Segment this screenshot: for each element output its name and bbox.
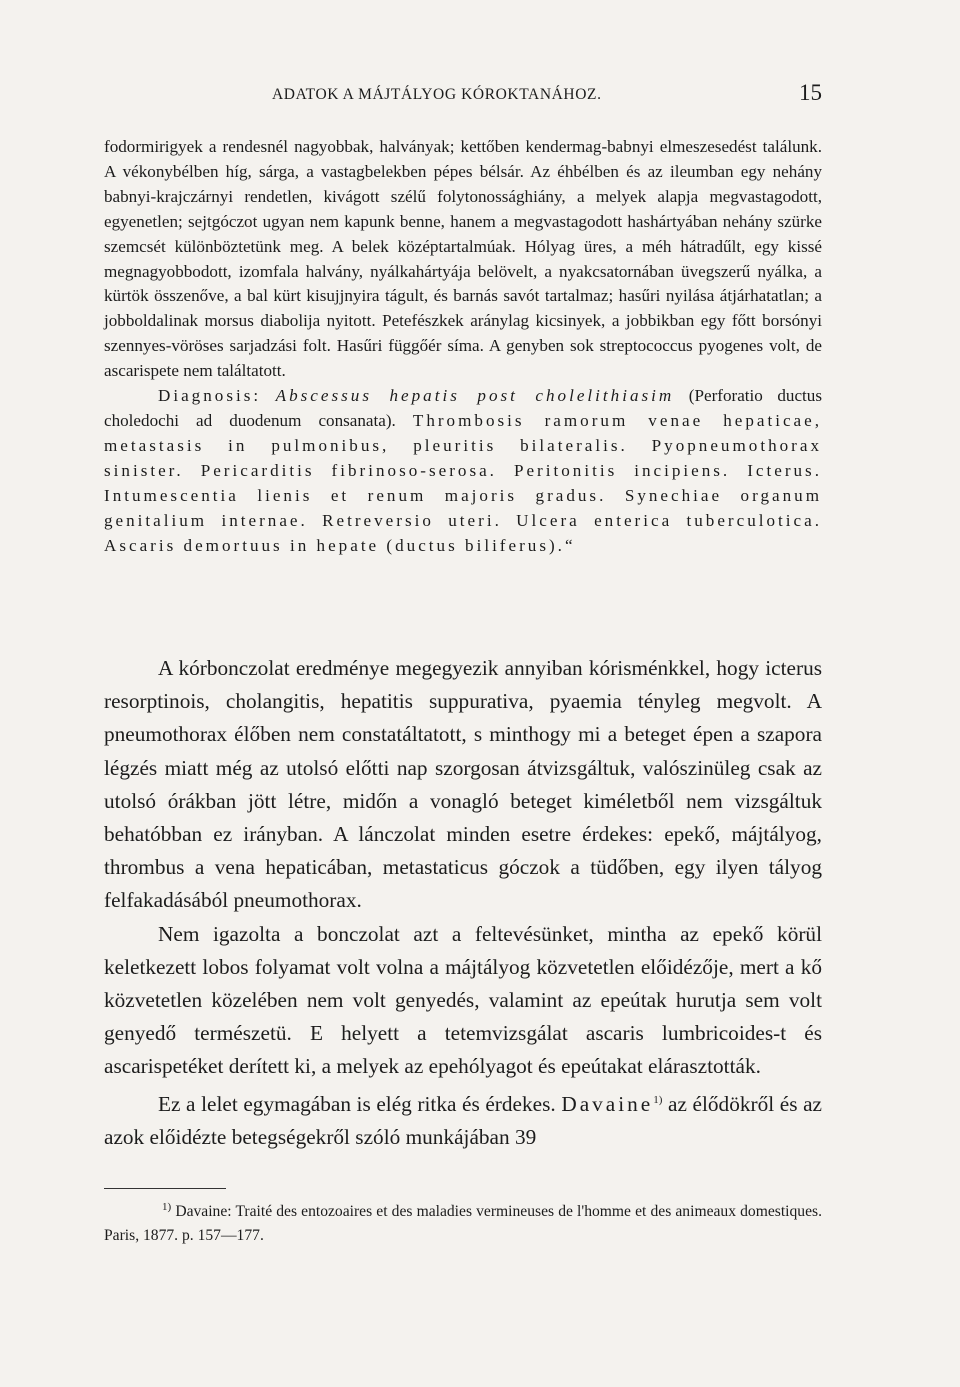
- paragraph-3-end: az élődökről és az azok előidézte betegségekről szóló munkájában 39: [104, 1091, 822, 1149]
- discussion-text: [104, 652, 822, 1154]
- discussion-paragraph-3: [104, 1084, 822, 1155]
- discussion-paragraph-1: A kórbonczolat eredménye megegyezik annyiban kórisménkkel, hogy icterus resorptinois, cholangitis, hepatitis suppurativa, pyaemia tényleg megvolt. A pneumothorax élőben nem constatáltatott, s minthogy mi a beteget épen a szapora légzés miatt még az utolsó előtti nap szorgosan átvizsgáltuk, valószinüleg csak az utolsó órákban jött létre, midőn a vonagló beteget kiméletből nem vizsgáltuk behatóbban ez irányban. A lánczolat minden esetre érdekes: epekő, májtályog, thrombus a vena hepaticában, metastaticus góczok a tüdőben, egy ilyen tályog felfakadásából pneumothorax.: [104, 656, 822, 913]
- footnote-text: Davaine: Traité des entozoaires et des maladies vermineuses de l'homme et des animeaux domestiques. Paris, 1877. p. 157—177.: [104, 1203, 822, 1245]
- author-name: Davaine: [561, 1091, 654, 1116]
- diagnosis-label: Diagnosis:: [158, 386, 262, 406]
- diagnosis-main: Abscessus hepatis post cholelithiasim: [275, 386, 675, 406]
- diagnosis-list: Thrombosis ramorum venae hepaticae, metastasis in pulmonibus, pleuritis bilateralis. Pyopneumothorax sinister. Pericarditis fibrinoso-serosa. Peritonitis incipiens. Icterus. Intumescentia lienis et renum majoris gradus. Synechiae organum genitalium internae. Retreversio uteri. Ulcera enterica tuberculotica. Ascaris demortuus in hepate (ductus biliferus).“: [104, 410, 823, 555]
- autopsy-report-text: [104, 135, 822, 558]
- autopsy-findings-paragraph: fodormirigyek a rendesnél nagyobbak, halványak; kettőben kendermag-babnyi elmeszesedést találunk. A vékonybélben híg, sárga, a vastagbelekben pépes bélsár. Az éhbélben és az ileumban egy nehány babnyi-krajczárnyi rendetlen, kivágott szélű folytonossághiány, a melyek alapja megvastagodott, egyenetlen; sejtgóczot ugyan nem kapunk benne, hanem a megvastagodott hashártyában nehány szürke szemcsét különböztetünk meg. A belek középtartalmúak. Hólyag üres, a méh hátradűlt, egy kissé megnagyobbodott, izomfala halvány, nyálkahártyája belövelt, a nyakcsatornában üvegszerű nyálka, a kürtök összenőve, a bal kürt kisujjnyira tágult, és barnás savót tartalmaz; hasűri nyilása átjárhatatlan; a jobboldalinak morsus diabolija nyitott. Petefészkek aránylag kicsinyek, a jobbikban egy főtt borsónyi szennyes-vöröses sarjadzási folt. Hasűri függőér síma. A genyben sok streptococcus pyogenes volt, de ascarispete nem találtatott.: [104, 137, 822, 381]
- footnote-mark: 1): [162, 1201, 172, 1213]
- running-head: ADATOK A MÁJTÁLYOG KÓROKTANÁHOZ.: [272, 86, 602, 103]
- page-header: [0, 80, 960, 116]
- diagnosis-note: (Perforatio ductus choledochi ad duodenum consanata).: [104, 386, 822, 430]
- footnote-paragraph: [104, 1195, 822, 1248]
- footnote-reference: 1): [653, 1093, 663, 1106]
- diagnosis-paragraph: [104, 384, 822, 558]
- footnote: [104, 1195, 822, 1248]
- paragraph-3-start: Ez a lelet egymagában is elég ritka és érdekes.: [158, 1091, 556, 1116]
- page-number: 15: [799, 80, 822, 105]
- discussion-paragraph-2: Nem igazolta a bonczolat azt a feltevésünket, mintha az epekő körül keletkezett lobos folyamat volt volna a májtályog közvetetlen előidézője, mert a kő közvetetlen közelében nem volt genyedés, valamint az epeútak hurutja sem volt genyedő természetü. E helyett a tetemvizsgálat ascaris lumbricoides-t és ascarispetéket derített ki, a melyek az epehólyagot és epeútakat elárasztották.: [104, 921, 822, 1079]
- footnote-separator: [104, 1188, 226, 1189]
